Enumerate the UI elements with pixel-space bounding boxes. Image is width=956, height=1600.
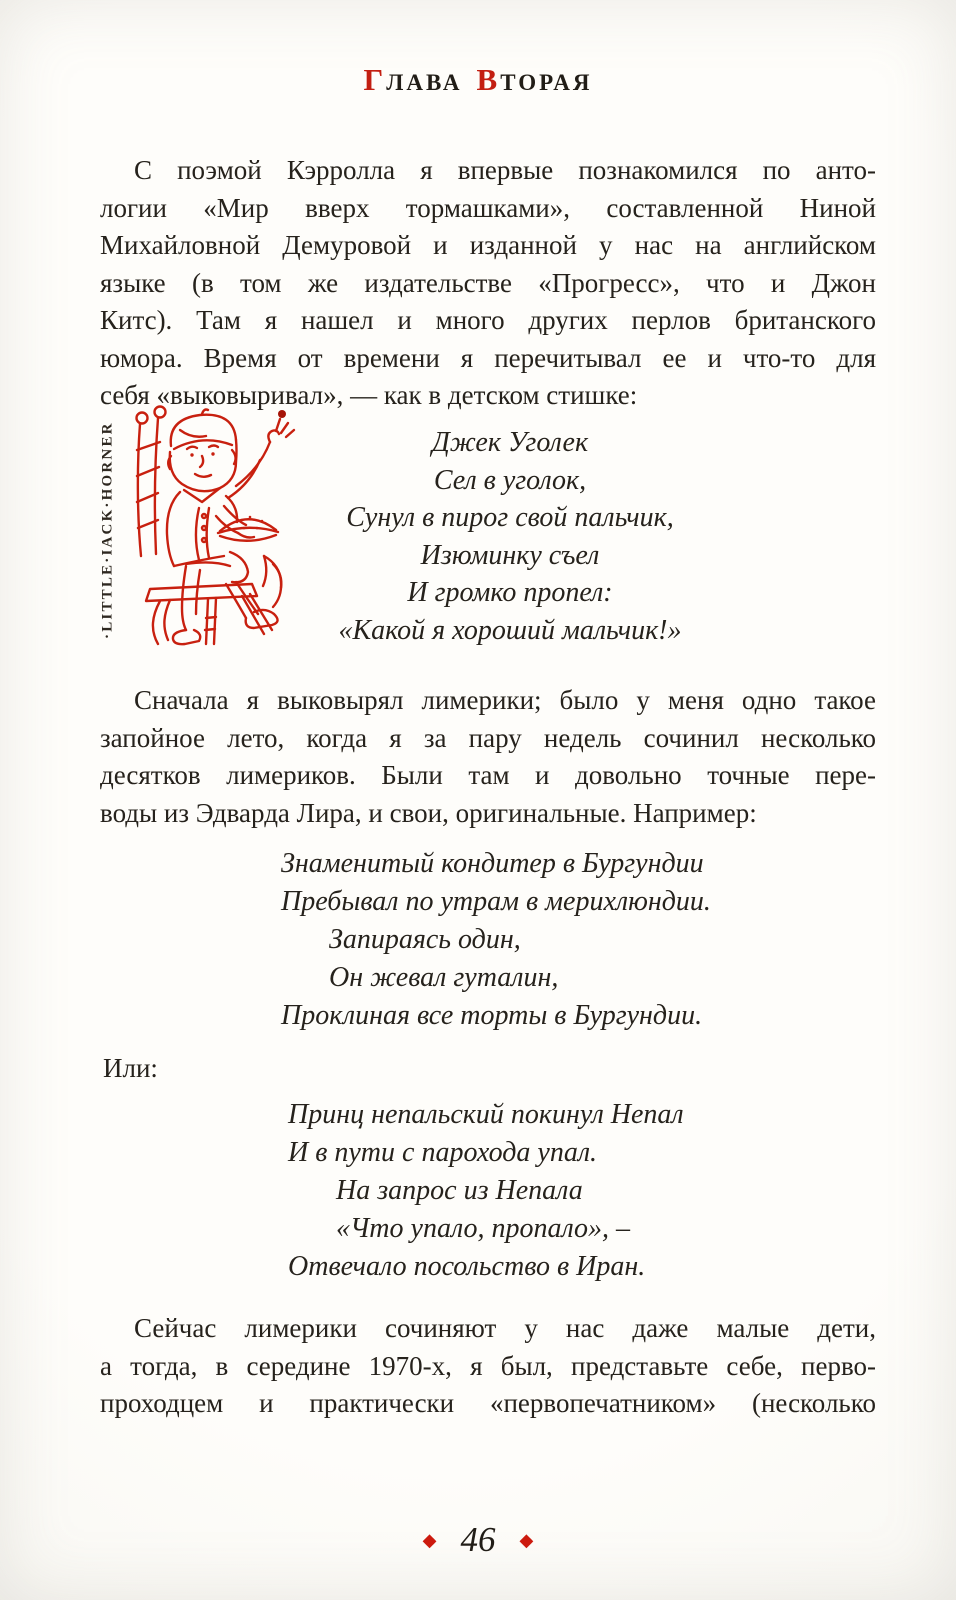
text-line: юмора. Время от времени я перечитывал ее и что-то для (100, 342, 876, 373)
text-line: Изюминку съел (420, 539, 600, 571)
limerick-nepal (288, 1096, 848, 1286)
paragraph-limericks (100, 682, 876, 832)
text-line: Джек Уголек (431, 427, 589, 458)
paragraph-intro (100, 152, 876, 415)
text-line: себя «выковыривал», — как в детском стишке: (100, 380, 638, 410)
text-line: Принц непальский покинул Непал (288, 1099, 684, 1130)
limerick-burgundy (281, 845, 841, 1035)
text-line: «Что упало, пропало», – (336, 1213, 631, 1244)
page-footer (0, 1520, 956, 1560)
footer-ornament-left: ◆ (422, 1530, 437, 1550)
text-line: десятков лимериков. Были там и довольно точные пере- (100, 760, 876, 790)
text-line: языке (в том же издательстве «Прогресс», что и Джон (100, 267, 876, 298)
chapter-heading (0, 62, 956, 98)
paragraph-nowadays (100, 1310, 876, 1423)
text-line: Он жевал гуталин, (329, 962, 559, 993)
chapter-word1-rest: ЛАВА (386, 70, 463, 95)
poem-jack-horner (285, 424, 735, 649)
text-line: Пребывал по утрам в мерихлюндии. (281, 886, 711, 917)
text-line: «Какой я хороший мальчик!» (338, 614, 682, 646)
page-number: 46 (460, 1520, 496, 1559)
text-line: проходцем и практически «первопечатником» (несколько (100, 1388, 876, 1418)
illustration-caption: ·LITTLE·IACK·HORNER (99, 421, 116, 639)
text-line: Отвечало посольство в Иран. (288, 1251, 646, 1282)
text-line: Китс). Там я нашел и много других перлов британского (100, 305, 876, 335)
text-line: Сунул в пирог свой пальчик, (346, 502, 674, 533)
text-line: логии «Мир вверх тормашками», составленной Ниной (100, 192, 876, 223)
text-line: Сначала я выковырял лимерики; было у меня одно такое (134, 685, 876, 715)
or-label: Или: (103, 1053, 158, 1083)
text-line: воды из Эдварда Лира, и свои, оригинальные. Например: (100, 797, 757, 828)
text-line: Запираясь один, (329, 924, 521, 955)
text-line: Знаменитый кондитер в Бургундии (281, 848, 704, 879)
jack-horner-illustration (124, 404, 306, 648)
chapter-word2-initial: В (476, 62, 501, 97)
text-line: Сел в уголок, (433, 464, 587, 496)
text-line: И громко пропел: (407, 577, 613, 608)
chapter-word1-initial: Г (363, 62, 387, 97)
text-line: С поэмой Кэрролла я впервые познакомился по анто- (134, 155, 876, 185)
chapter-word2-rest: ТОРАЯ (500, 70, 593, 95)
text-line: Михайловной Демуровой и изданной у нас на английском (100, 230, 876, 260)
text-line: Сейчас лимерики сочиняют у нас даже малые дети, (134, 1313, 876, 1343)
text-line: И в пути с парохода упал. (288, 1137, 598, 1168)
text-line: запойное лето, когда я за пару недель сочинил несколько (100, 722, 876, 753)
footer-ornament-right: ◆ (519, 1530, 534, 1550)
text-line: Проклиная все торты в Бургундии. (281, 1000, 703, 1031)
text-line: На запрос из Непала (336, 1175, 583, 1206)
text-line: а тогда, в середине 1970-х, я был, представьте себе, перво- (100, 1350, 876, 1381)
